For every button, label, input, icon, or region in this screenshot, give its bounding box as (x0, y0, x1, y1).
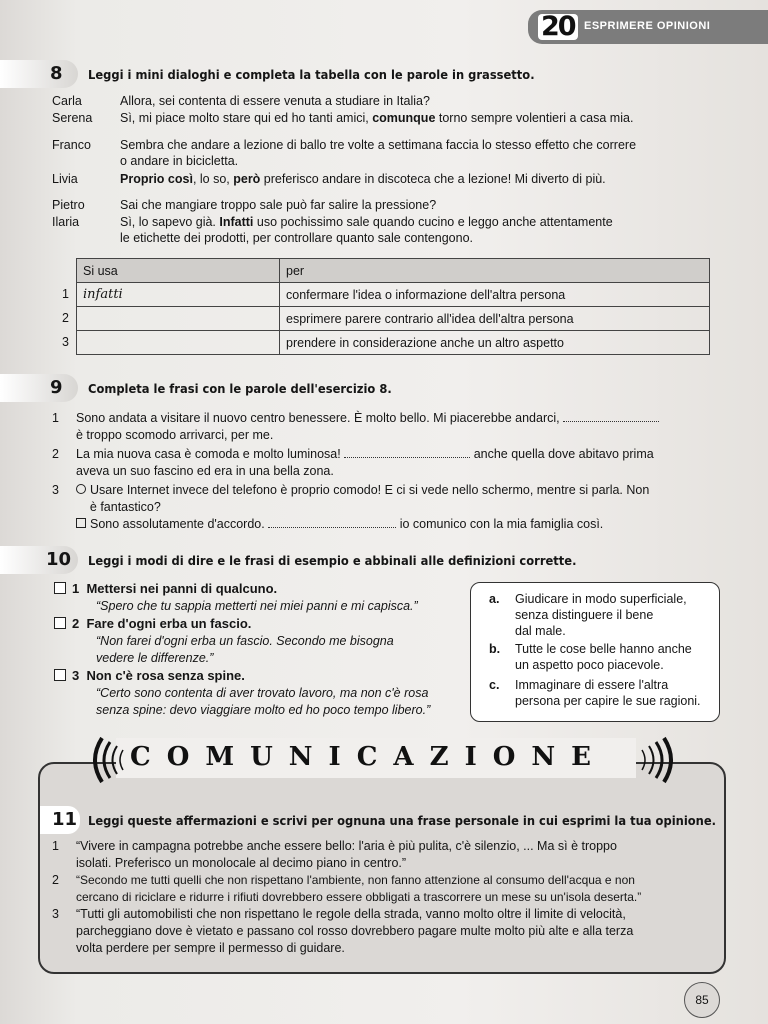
definitions-box (470, 582, 720, 722)
exercise-9-header (0, 374, 768, 402)
page-number: 85 (684, 982, 720, 1018)
exercise-11-header (0, 806, 768, 834)
sentence-item: 3 Usare Internet invece del telefono è proprio comodo! E ci si vede nello schermo, mentre si parla. Non è fantastico? Sono assolutamente d'accordo. io comunico con la mia famiglia così. (52, 483, 650, 531)
exercise-instruction: Leggi queste affermazioni e scrivi per ognuna una frase personale in cui esprimi la tua opinione. (88, 813, 717, 828)
row-index: 1 (62, 287, 69, 301)
unit-title: ESPRIMERE OPINIONI (584, 20, 711, 32)
match-checkbox[interactable] (54, 669, 66, 681)
sentence-item: 1 Sono andata a visitare il nuovo centro benessere. È molto bello. Mi piacerebbe andarci, è troppo scomodo arrivarci, per me. (52, 410, 712, 444)
comunicazione-banner (86, 730, 686, 790)
sentence-item: 2 La mia nuova casa è comoda e molto luminosa! anche quella dove abitavo prima aveva un suo fascino ed era in una bella zona. (52, 447, 654, 478)
match-checkbox[interactable] (54, 582, 66, 594)
statement-item: 1 “Vivere in campagna potrebbe anche essere bello: l'aria è più pulita, c'è silenzio, ... Ma sì è troppo isolati. Preferisco un monolocale al decimo piano in centro.” (52, 839, 617, 870)
match-checkbox[interactable] (54, 617, 66, 629)
answer-cell[interactable] (77, 331, 280, 355)
exercise-10-header (0, 546, 768, 574)
square-bullet-icon (76, 518, 86, 528)
column-header: Si usa (77, 259, 280, 283)
definition-item: b. Tutte le cose belle hanno anche un aspetto poco piacevole. (489, 642, 692, 672)
row-index: 2 (62, 311, 69, 325)
statement-item: 2 “Secondo me tutti quelli che non rispettano l'ambiente, non fanno attenzione al consumo dell'acqua e non cercano di riciclare e ridurre i rifiuti dovrebbero essere obbligati a trascorrere un mese su un'isola deserta.” (52, 873, 642, 904)
answer-cell[interactable]: infatti (77, 283, 280, 307)
answer-table (76, 258, 710, 355)
workbook-page: 20 ESPRIMERE OPINIONI 8 Leggi i mini dialoghi e completa la tabella con le parole in grassetto. Carla Allora, sei contenta di essere venuta a studiare in Italia? Serena Sì, mi piace molto stare qui ed ho tanti amici, comunque torno sempre volentieri a casa mia. Franco Sembra che andare a lezione di ballo tre volte a settimana faccia lo stesso effetto che correre o andare in bicicletta. Livia Proprio così, lo so, però preferisco andare in discoteca che a lezione! Mi diverto di più. Pietro Sai che mangiare troppo sale può far salire la pressione? Ilaria Sì, lo sapevo già. Infatti uso pochissimo sale quando cucino e leggo anche attentamente le etichette dei prodotti, per controllare quanto sale contengono. Si usa per infatti confermare l'idea o informazione dell'altra persona esprimere parere contrario all'idea dell'altra persona prendere in considerazione anche un altro aspetto 1 2 3 9 Completa le frasi con le parole dell'esercizio 8. 1 Sono andata a visitare il nuovo centro benessere. È molto bello. Mi piacerebbe andarci, è troppo scomodo arrivarci, per me. 2 La mia nuova casa è comoda e molto luminosa! anche quella dove abitavo prima aveva un suo fascino ed era in una bella zona. 3 Usare Internet invece del telefono è proprio comodo! E ci si vede nello schermo, mentre si parla. Non è fantastico? Sono assolutamente d'accordo. io comunico con la mia famiglia così. 10 Leggi i modi di dire e le frasi di esempio e abbinali alle definizioni corrette. 1 Mettersi nei panni di qualcuno. “Spero che tu sappia metterti nei miei panni e mi capisca.” 2 Fare d'ogni erba un fascio. “Non farei d'ogni erba un fascio. Secondo me bisogna vedere le differenze.” 3 Non c'è rosa senza spine. “Certo sono contenta di aver trovato lavoro, ma non c'è rosa senza spine: devo viaggiare molto ed ho poco tempo libero.” a. Giudicare in modo superficiale, senza distinguere il bene dal male. b. Tutte le cose belle hanno anche un aspetto poco piacevole. c. Immaginare di essere l'altra persona per capire le sue ragioni. COMUNICAZIONE 11 Leggi queste affermazioni e scrivi per ognuna una frase personale in cui esprimi la tua opinione. 1 “Vivere in campagna potrebbe anche essere bello: l'aria è più pulita, c'è silenzio, ... Ma sì è troppo isolati. Preferisco un monolocale al decimo piano in centro.” 2 “Secondo me tutti quelli che non rispettano l'ambiente, non fanno attenzione al consumo dell'acqua e non cercano di riciclare e ridurre i rifiuti dovrebbero essere obbligati a trascorrere un mese su un'isola deserta.” 3 “Tutti gli automobilisti che non rispettano le regole della strada, vanno molto oltre il limite di velocità, parcheggiano dove è vietato e passano col rosso dovrebbero pagare multe molto più alte e alla terza volta perdere per sempre il permesso di guidare. 85 (0, 0, 768, 1024)
exercise-number: 8 (50, 63, 63, 84)
definition-item: c. Immaginare di essere l'altra persona per capire le sue ragioni. (489, 678, 701, 708)
exercise-number: 11 (52, 809, 78, 830)
column-header: per (280, 259, 710, 283)
definition-item: a. Giudicare in modo superficiale, senza distinguere il bene dal male. (489, 592, 687, 638)
table-row: prendere in considerazione anche un altro aspetto (77, 331, 710, 355)
statement-item: 3 “Tutti gli automobilisti che non rispettano le regole della strada, vanno molto oltre il limite di velocità, parcheggiano dove è vietato e passano col rosso dovrebbero pagare multe molto più alte e alla terza volta perdere per sempre il permesso di guidare. (52, 907, 634, 955)
row-index: 3 (62, 335, 69, 349)
blank-field[interactable] (268, 527, 396, 528)
exercise-8-header (0, 60, 768, 88)
exercise-number: 9 (50, 377, 63, 398)
comunicazione-title: COMUNICAZIONE (130, 742, 607, 772)
circle-bullet-icon (76, 484, 86, 494)
unit-badge (528, 10, 768, 44)
idiom-item: 3 Non c'è rosa senza spine. “Certo sono contenta di aver trovato lavoro, ma non c'è rosa senza spine: devo viaggiare molto ed ho poco tempo libero.” (54, 667, 430, 719)
exercise-number: 10 (46, 549, 72, 570)
answer-cell[interactable] (77, 307, 280, 331)
idiom-item: 2 Fare d'ogni erba un fascio. “Non farei d'ogni erba un fascio. Secondo me bisogna vedere le differenze.” (54, 615, 394, 667)
blank-field[interactable] (563, 421, 659, 422)
unit-number: 20 (538, 14, 578, 40)
exercise-instruction: Leggi i modi di dire e le frasi di esempio e abbinali alle definizioni corrette. (88, 553, 577, 568)
table-row: esprimere parere contrario all'idea dell'altra persona (77, 307, 710, 331)
idiom-item: 1 Mettersi nei panni di qualcuno. “Spero che tu sappia metterti nei miei panni e mi capisca.” (54, 580, 418, 615)
table-row: infatti confermare l'idea o informazione dell'altra persona (77, 283, 710, 307)
exercise-instruction: Leggi i mini dialoghi e completa la tabella con le parole in grassetto. (88, 67, 535, 82)
blank-field[interactable] (344, 457, 470, 458)
exercise-instruction: Completa le frasi con le parole dell'esercizio 8. (88, 381, 392, 396)
